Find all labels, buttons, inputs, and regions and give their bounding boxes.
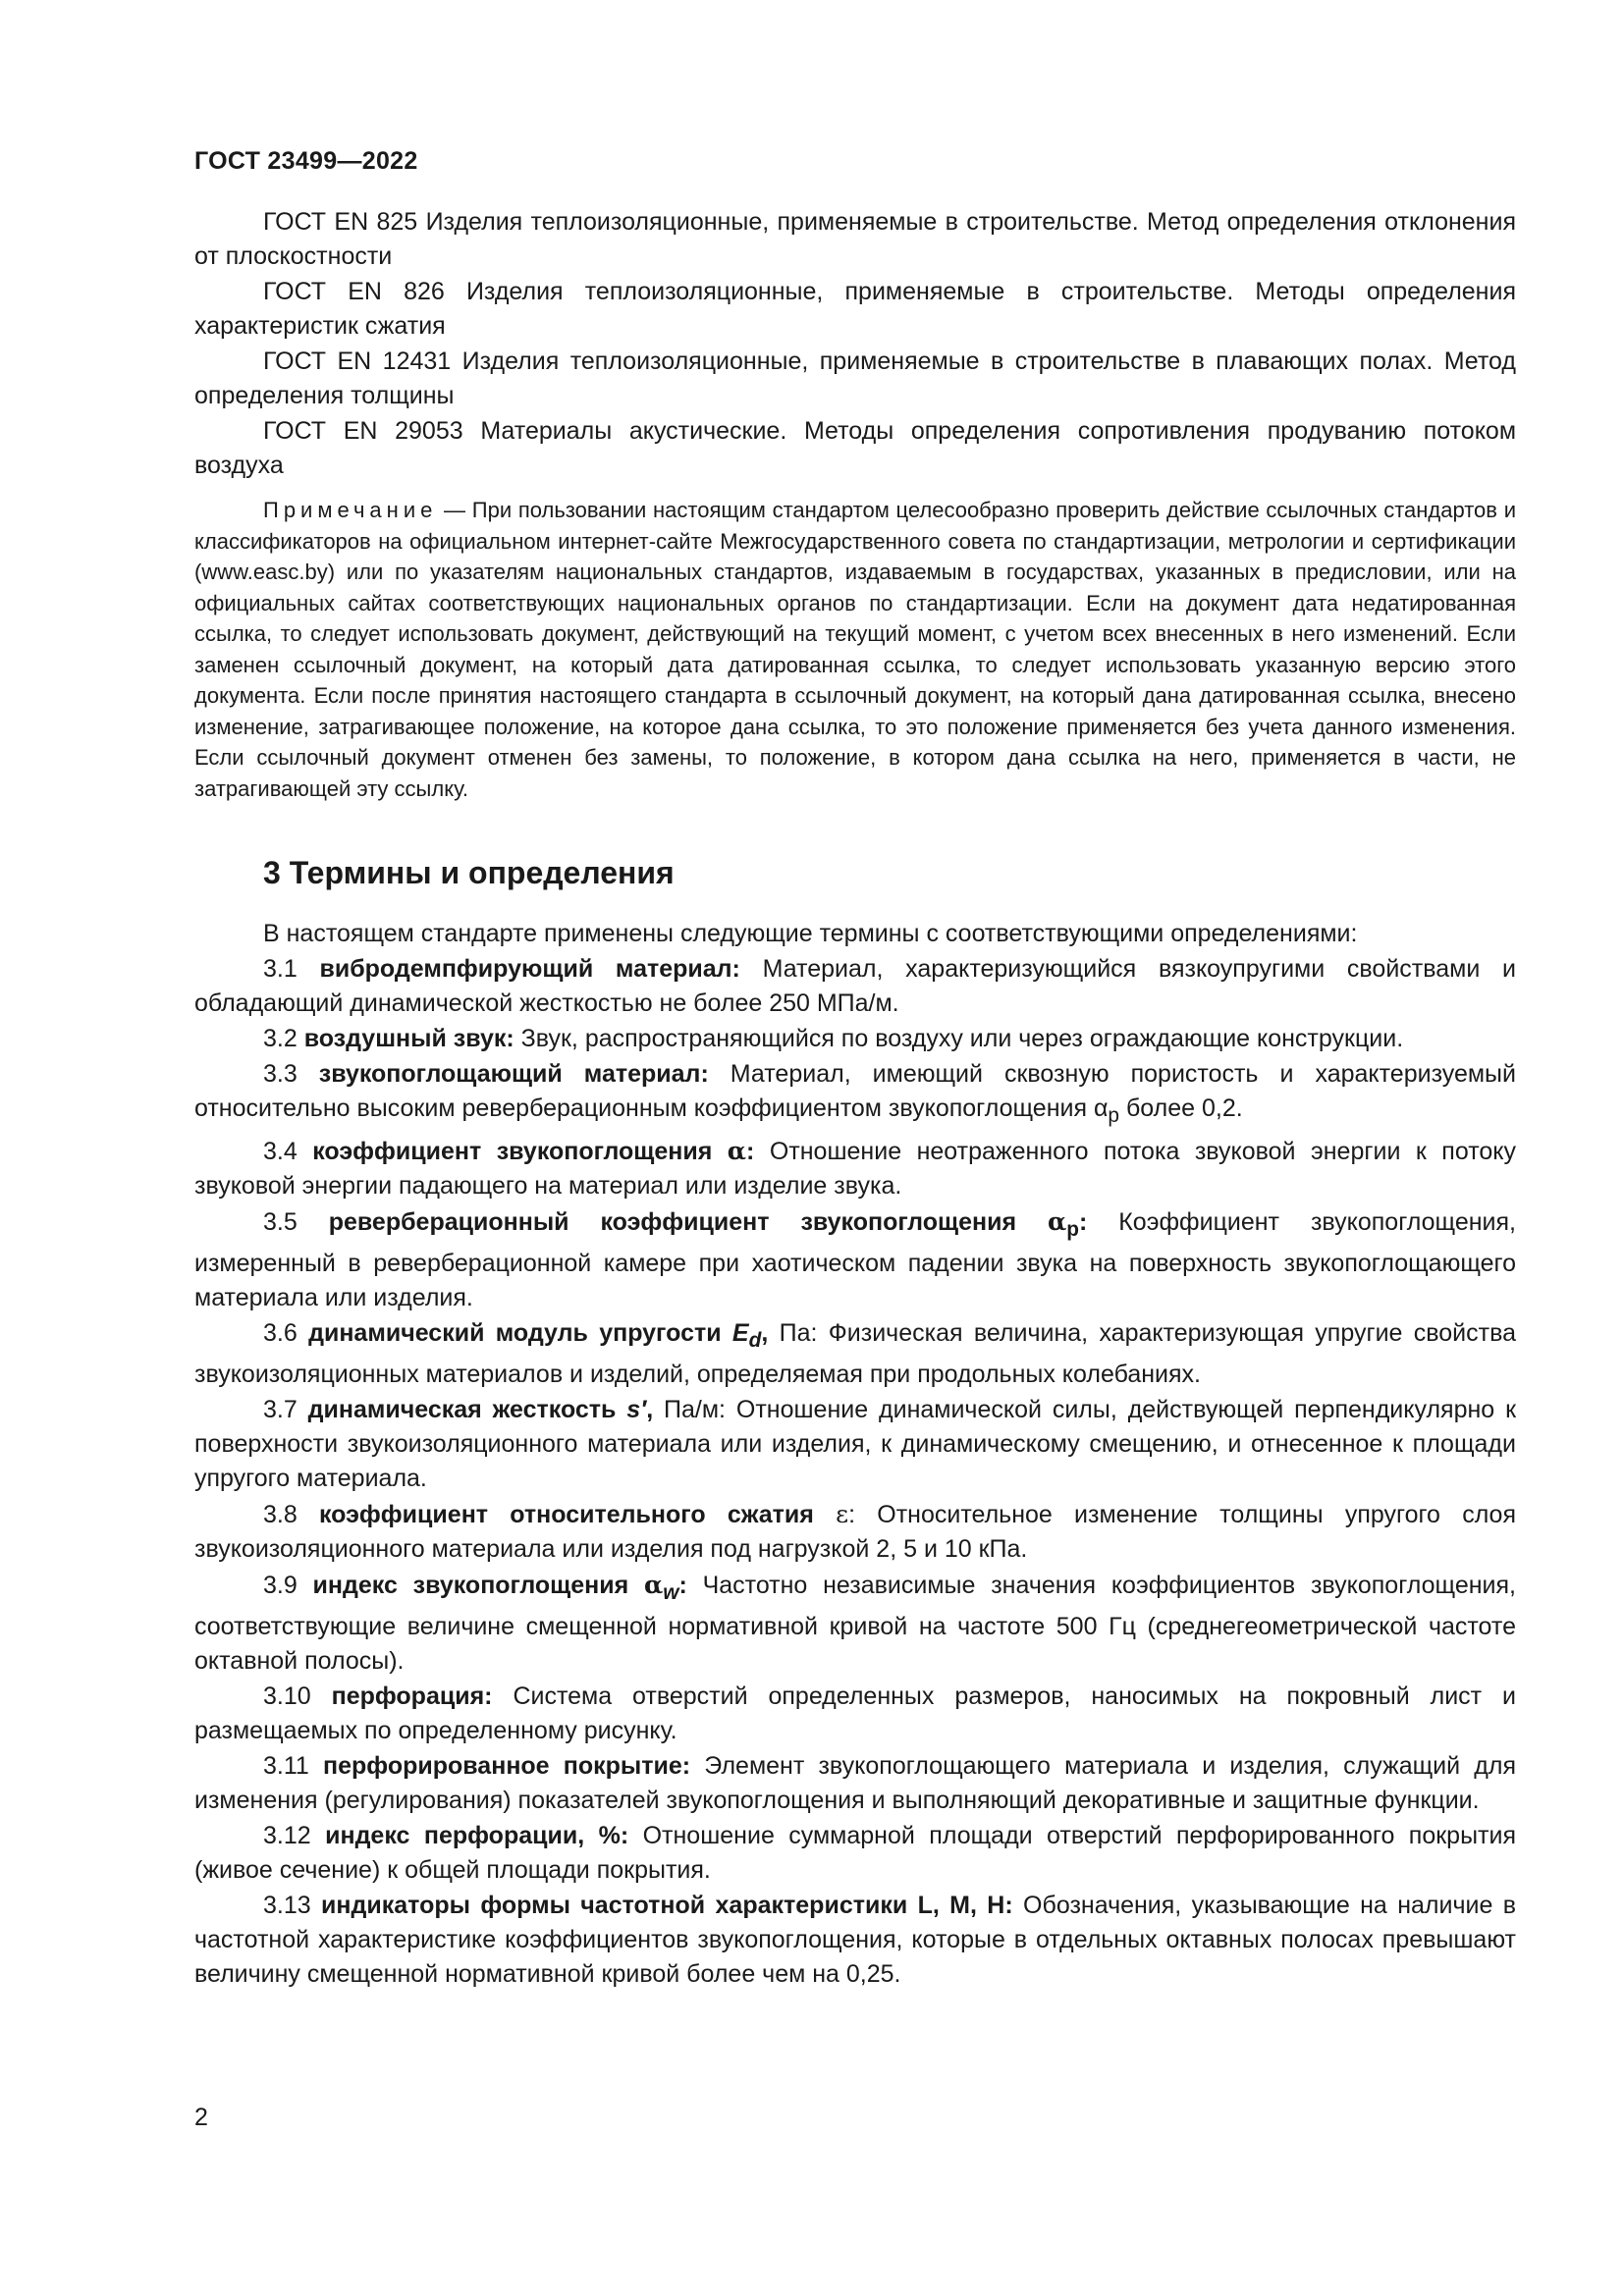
term-3-12: 3.12 индекс перфорации, %: Отношение суммарной площади отверстий перфорированного покрытия (живое сечение) к общей площади покрытия. xyxy=(194,1822,1516,1884)
section-intro: В настоящем стандарте применены следующие термины с соответствующими определениями: xyxy=(263,920,1358,947)
section-title: 3 Термины и определения xyxy=(263,855,675,890)
reference-item: ГОСТ EN 826 Изделия теплоизоляционные, применяемые в строительстве. Методы определения характеристик сжатия xyxy=(194,278,1516,340)
term-3-8: 3.8 коэффициент относительного сжатия ε: Относительное изменение толщины упругого слоя звукоизоляционного материала или изделия под нагрузкой 2, 5 и 10 кПа. xyxy=(194,1500,1516,1563)
term-3-6: 3.6 динамический модуль упругости $E_d$, Па: Физическая величина, характеризующая упругие свойства звукоизоляционных материалов и изделий, определяемая при продольных колебаниях. xyxy=(194,1319,1516,1388)
term-3-1: 3.1 вибродемпфирующий материал: Материал, характеризующийся вязкоупругими свойствами и обладающий динамической жесткостью не более 250 МПа/м. xyxy=(194,955,1516,1017)
term-3-4: 3.4 коэффициент звукопоглощения α: Отношение неотраженного потока звуковой энергии к потоку звуковой энергии падающего на материал или изделие звука. xyxy=(194,1137,1516,1200)
term-3-13: 3.13 индикаторы формы частотной характеристики L, M, H: Обозначения, указывающие на наличие в частотной характеристике коэффициентов звукопоглощения, которые в отдельных октавных полосах превышают величину смещенной нормативной кривой более чем на 0,25. xyxy=(194,1892,1516,1988)
document-header: ГОСТ 23499—2022 xyxy=(194,147,418,175)
term-3-5: 3.5 реверберационный коэффициент звукопоглощения $\alpha_p$: Коэффициент звукопоглощения, измеренный в реверберационной камере при хаотическом падении звука на поверхность звукопоглощающего материала или изделия. xyxy=(194,1207,1516,1311)
reference-item: ГОСТ EN 825 Изделия теплоизоляционные, применяемые в строительстве. Метод определения отклонения от плоскостности xyxy=(194,208,1516,270)
term-3-9: 3.9 индекс звукопоглощения $\alpha_w$: Частотно независимые значения коэффициентов звукопоглощения, соответствующие величине смещенной нормативной кривой на частоте 500 Гц (среднегеометрической частоте октавной полосы). xyxy=(194,1571,1516,1675)
note-label: Примечание xyxy=(263,498,438,522)
term-3-2: 3.2 воздушный звук: Звук, распространяющийся по воздуху или через ограждающие конструкции. xyxy=(263,1025,1404,1052)
page-number: 2 xyxy=(194,2104,208,2131)
document-page xyxy=(194,147,1516,1993)
term-3-7: 3.7 динамическая жесткость s′, Па/м: Отношение динамической силы, действующей перпендикулярно к поверхности звукоизоляционного материала или изделия, к динамическому смещению, и отнесенное к площади упругого материала. xyxy=(194,1396,1517,1492)
term-3-3: 3.3 звукопоглощающий материал: Материал, имеющий сквозную пористость и характеризуемый относительно высоким реверберационным коэффициентом звукопоглощения $\alpha_p$ более 0,2. xyxy=(194,1060,1516,1127)
term-3-11: 3.11 перфорированное покрытие: Элемент звукопоглощающего материала и изделия, служащий для изменения (регулирования) показателей звукопоглощения и выполняющий декоративные и защитные функции. xyxy=(194,1752,1516,1814)
reference-item: ГОСТ EN 29053 Материалы акустические. Методы определения сопротивления продуванию потоком воздуха xyxy=(194,417,1517,479)
note-text: — При пользовании настоящим стандартом целесообразно проверить действие ссылочных стандартов и классификаторов на официальном интернет-сайте Межгосударственного совета по стандартизации, метрологии и сертификации (www.easc.by) или по указателям национальных стандартов, издаваемым в государствах, указанных в предисловии, или на официальных сайтах соответствующих национальных органов по стандартизации. Если на документ дата недатированная ссылка, то следует использовать документ, действующий на текущий момент, с учетом всех внесенных в него изменений. Если заменен ссылочный документ, на который дата датированная ссылка, то следует использовать указанную версию этого документа. Если после принятия настоящего стандарта в ссылочный документ, на который дана датированная ссылка, внесено изменение, затрагивающее положение, на которое дана ссылка, то это положение применяется без учета данного изменения. Если ссылочный документ отменен без замены, то положение, в котором дана ссылка на него, применяется в части, не затрагивающей эту ссылку. xyxy=(194,498,1516,801)
note-paragraph xyxy=(194,495,1516,804)
reference-item: ГОСТ EN 12431 Изделия теплоизоляционные, применяемые в строительстве в плавающих полах. Метод определения толщины xyxy=(194,347,1516,409)
term-3-10: 3.10 перфорация: Система отверстий определенных размеров, наносимых на покровный лист и размещаемых по определенному рисунку. xyxy=(194,1682,1516,1744)
